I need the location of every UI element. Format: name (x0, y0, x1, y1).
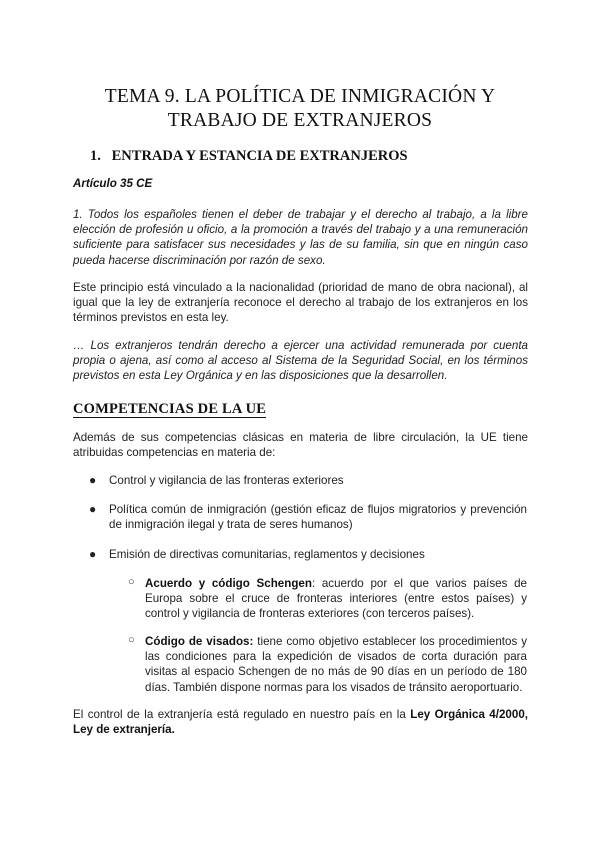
article-quote: 1. Todos los españoles tienen el deber de trabajar y el derecho al trabajo, a la libre elección de profesión u oficio, a la promoción a través del trabajo y a una remuneración suficiente para satisfacer sus necesidades y las de su familia, sin que en ningún caso pueda hacerse discriminación por razón de sexo. (73, 208, 528, 267)
list-item: Política común de inmigración (gestión eficaz de flujos migratorios y prevención de inmigración ilegal y trata de seres humanos) (109, 503, 527, 532)
article-label: Artículo 35 CE (73, 177, 153, 190)
sub-list-item-schengen (145, 576, 527, 622)
section-heading-competencias: COMPETENCIAS DE LA UE (73, 401, 267, 417)
document-title-line-1: TEMA 9. LA POLÍTICA DE INMIGRACIÓN Y (104, 86, 496, 107)
closing-text: El control de la extranjería está regulado en nuestro país en la (73, 708, 411, 721)
extranjeria-quote: … Los extranjeros tendrán derecho a ejercer una actividad remunerada por cuenta propia o ajena, así como al acceso al Sistema de la Seguridad Social, en los términos previstos en esta Ley Orgánica y en las disposiciones que la desarrollen. (73, 339, 528, 383)
section-heading-text: ENTRADA Y ESTANCIA DE EXTRANJEROS (111, 148, 408, 164)
sub-bullet-circle-icon: ○ (128, 576, 135, 588)
nationality-paragraph: Este principio está vinculado a la nacionalidad (prioridad de mano de obra nacional), al igual que la ley de extranjería reconoce el derecho al trabajo de los extranjeros en los términos previstos en esta ley. (73, 281, 528, 325)
closing-paragraph (73, 707, 528, 737)
ley-organica-reference: Ley Orgánica 4/2000, Ley de extranjería. (73, 708, 528, 737)
sub-list-item-term: Acuerdo y código Schengen (145, 577, 312, 590)
sub-list-item-term: Código de visados: (145, 635, 254, 648)
list-item: Control y vigilancia de las fronteras exteriores (109, 474, 344, 487)
list-item: Emisión de directivas comunitarias, reglamentos y decisiones (109, 548, 425, 561)
bullet-dot-icon: ● (89, 502, 97, 516)
section-number: 1. (90, 148, 101, 164)
bullet-dot-icon: ● (89, 473, 97, 487)
document-title-line-2: TRABAJO DE EXTRANJEROS (167, 110, 433, 131)
section-heading-entrada (90, 148, 408, 165)
sub-list-item-text: : acuerdo por el que varios países de Europa sobre el cruce de fronteras interiores (entre estos países) y control y vigilancia de fronteras exteriores (con terceros países). (145, 577, 527, 621)
sub-list-item-visados (145, 634, 527, 695)
competencias-intro: Además de sus competencias clásicas en materia de libre circulación, la UE tiene atribuidas competencias en materia de: (73, 431, 528, 460)
sub-list-item-text: tiene como objetivo establecer los procedimientos y las condiciones para la expedición de visados de corta duración para visitas al espacio Schengen de no más de 90 días en un período de 180 días. También dispone normas para los visados de tránsito aeroportuario. (145, 635, 527, 694)
sub-bullet-circle-icon: ○ (128, 634, 135, 646)
bullet-dot-icon: ● (89, 547, 97, 561)
